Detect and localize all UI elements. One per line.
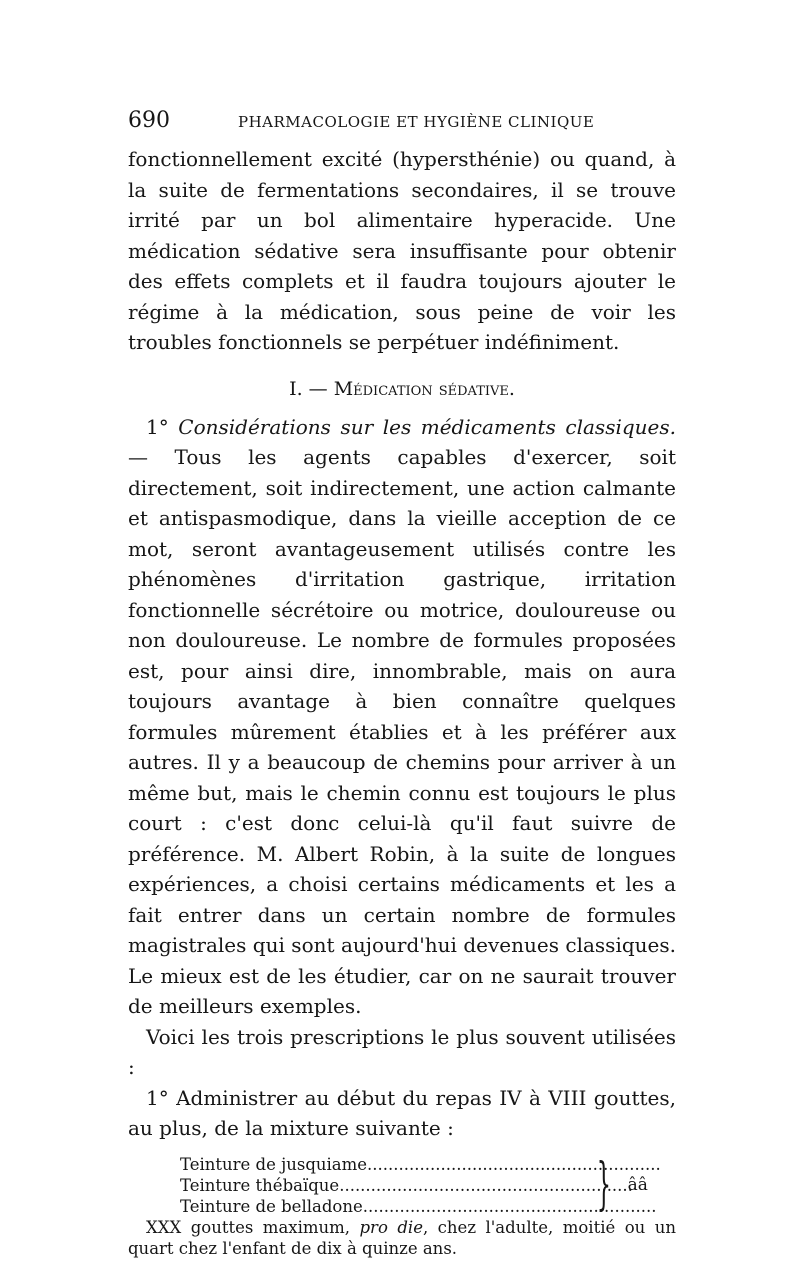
section-title: Médication sédative.	[333, 377, 515, 400]
dosage-note	[128, 1217, 676, 1259]
considerations-paragraph	[128, 412, 676, 1022]
first-prescription: 1° Administrer au début du repas IV à VIII gouttes, au plus, de la mixture suivante :	[128, 1085, 676, 1140]
recipe-line	[180, 1196, 657, 1217]
recipe-dose: ââ	[627, 1174, 648, 1195]
recipe-line	[180, 1175, 633, 1196]
recipe-leader-dots: ........................................................	[339, 1175, 633, 1195]
section-number: I. —	[289, 377, 334, 400]
recipe-leader-dots: ........................................................	[367, 1154, 661, 1174]
dosage-note-before: XXX gouttes maximum,	[146, 1217, 360, 1237]
recipe-item: Teinture thébaïque	[180, 1175, 340, 1195]
intro-paragraph: fonctionnellement excité (hypersthénie) ou quand, à la suite de fermentations secondaires, il se trouve irrité par un bol alimentaire hyperacide. Une médication sédative sera insuffisante pour obtenir des effets complets et il faudra toujours ajouter le régime à la médication, sous peine de voir les troubles fonctionnels se perpétuer indéfiniment.	[128, 147, 676, 354]
considerations-prefix: 1°	[146, 414, 179, 439]
considerations-title: Considérations sur les médicaments classiques.	[178, 414, 676, 439]
considerations-body: — Tous les agents capables d'exercer, soit directement, soit indirectement, une action calmante et antispasmodique, dans la vieille acception de ce mot, seront avantageusement utilisés contre les phénomènes d'irritation gastrique, irritation fonctionnelle sécrétoire ou motrice, douloureuse ou non douloureuse. Le nombre de formules proposées est, pour ainsi dire, innombrable, mais on aura toujours avantage à bien connaître quelques formules mûrement établies et à les préférer aux autres. Il y a beaucoup de chemins pour arriver à un même but, mais le chemin connu est toujours le plus court : c'est donc celui-là qu'il faut suivre de préférence. M. Albert Robin, à la suite de longues expériences, a choisi certains médicaments et les a fait entrer dans un certain nombre de formules magistrales qui sont aujourd'hui devenues classiques. Le mieux est de les étudier, car on ne saurait trouver de meilleurs exemples.	[128, 445, 676, 1018]
book-page	[128, 108, 676, 1259]
recipe-item: Teinture de belladone	[180, 1196, 363, 1216]
right-brace-icon: }	[596, 1152, 611, 1217]
prescriptions-intro: Voici les trois prescriptions le plus souvent utilisées :	[128, 1024, 676, 1079]
recipe-block	[180, 1154, 676, 1217]
section-heading	[128, 376, 676, 402]
page-header	[128, 108, 676, 144]
recipe-line	[180, 1154, 661, 1175]
dosage-note-after: , chez l'adulte, moitié ou un quart chez l'enfant de dix à quinze ans.	[128, 1217, 676, 1258]
recipe-item: Teinture de jusquiame	[180, 1154, 368, 1174]
running-title: PHARMACOLOGIE ET HYGIÈNE CLINIQUE	[238, 113, 595, 131]
recipe-leader-dots: ........................................................	[362, 1196, 657, 1216]
dosage-note-italic: pro die	[359, 1217, 423, 1237]
page-number: 690	[128, 108, 170, 133]
